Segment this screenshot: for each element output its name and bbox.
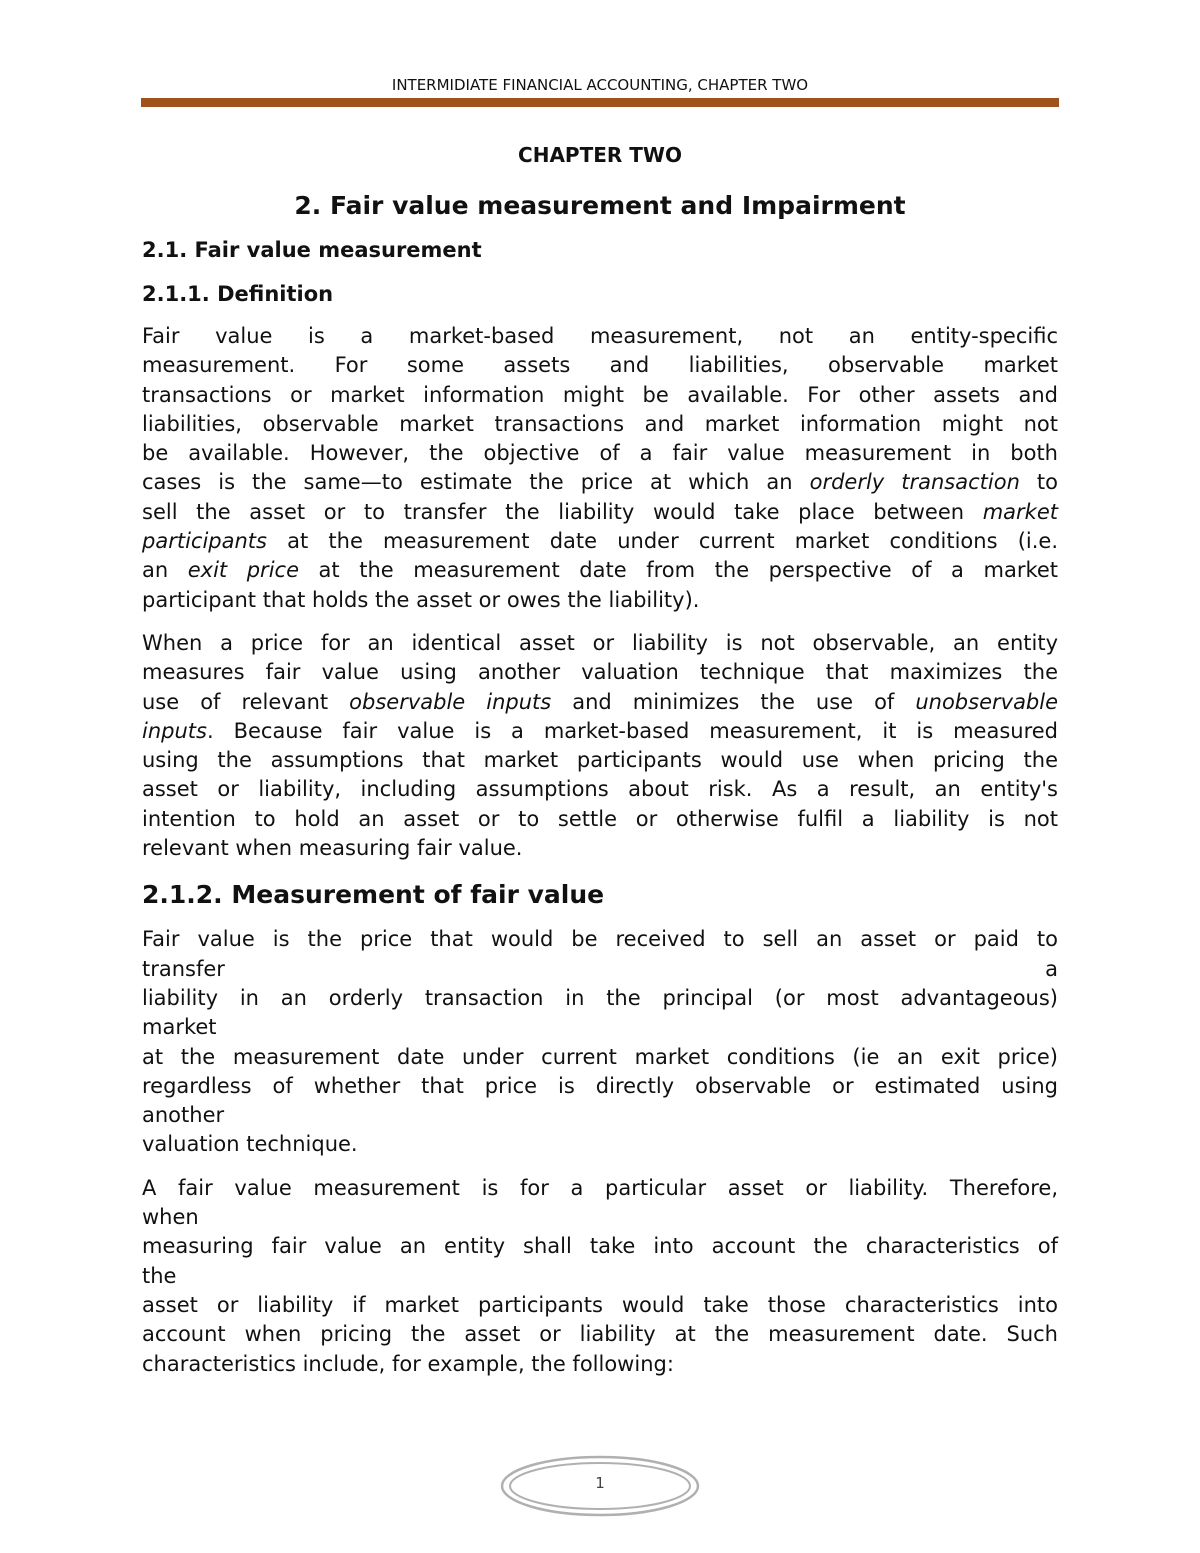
text-line: an exit price at the measurement date from the perspective of a market [142, 558, 1059, 583]
text-line: valuation technique. [142, 1132, 358, 1157]
text-line: cases is the same—to estimate the price at which an orderly transaction to [142, 470, 1058, 495]
text-line: Fair value is the price that would be received to sell an asset or paid to [142, 927, 1058, 952]
text-line: measurement. For some assets and liabilities, observable market [142, 353, 1058, 378]
text-line: liabilities, observable market transactions and market information might not [142, 411, 1058, 436]
paragraph-definition [142, 322, 1058, 615]
text-line: measuring fair value an entity shall take into account the characteristics of [142, 1234, 1058, 1259]
text-line: asset or liability, including assumptions about risk. As a result, an entity's [142, 777, 1058, 802]
text-line: liability in an orderly transaction in the principal (or most advantageous) [142, 985, 1058, 1010]
text-line: transactions or market information might be available. For other assets and [142, 382, 1058, 407]
term-unobservable: unobservable [915, 689, 1059, 714]
term-market: market [982, 499, 1058, 524]
text-line: use of relevant observable inputs and minimizes the use of unobservable [142, 689, 1059, 714]
text-line: participants at the measurement date under current market conditions (i.e. [142, 529, 1058, 554]
paragraph-characteristics [142, 1174, 1058, 1379]
text-line: asset or liability if market participants would take those characteristics into [142, 1292, 1058, 1317]
page-content [142, 140, 1058, 1393]
page-footer [499, 1454, 701, 1518]
header-rule [141, 98, 1059, 107]
text-line: at the measurement date under current market conditions (ie an exit price) [142, 1044, 1058, 1069]
text-line: participant that holds the asset or owes the liability). [142, 587, 700, 612]
text-line: sell the asset or to transfer the liability would take place between market [142, 499, 1058, 524]
paragraph-valuation-technique [142, 629, 1058, 863]
section-heading-2-1-2: 2.1.2. Measurement of fair value [142, 880, 605, 910]
text-line: when [142, 1205, 199, 1230]
text-line: the [142, 1263, 177, 1288]
section-heading-2-1: 2.1. Fair value measurement [142, 238, 482, 262]
running-header: INTERMIDIATE FINANCIAL ACCOUNTING, CHAPTER TWO [391, 76, 809, 94]
text-line: Fair value is a market-based measurement, not an entity-specific [142, 324, 1058, 348]
text-line: measures fair value using another valuation technique that maximizes the [142, 660, 1058, 685]
text-line: When a price for an identical asset or liability is not observable, an entity [142, 630, 1058, 655]
term-observable-inputs: observable inputs [349, 689, 552, 714]
text-line: A fair value measurement is for a particular asset or liability. Therefore, [142, 1175, 1058, 1200]
term-exit-price: exit price [187, 558, 299, 583]
paragraph-measurement [142, 925, 1058, 1159]
term-participants: participants [142, 529, 267, 554]
term-orderly-transaction: orderly transaction [809, 470, 1020, 495]
text-line: regardless of whether that price is directly observable or estimated using [142, 1073, 1058, 1098]
text-line: another [142, 1103, 225, 1128]
text-line: relevant when measuring fair value. [142, 836, 523, 861]
chapter-label: CHAPTER TWO [518, 143, 682, 167]
section-heading-2-1-1: 2.1.1. Definition [142, 282, 334, 306]
text-line: account when pricing the asset or liability at the measurement date. Such [142, 1322, 1058, 1347]
text-line: characteristics include, for example, the following: [142, 1351, 674, 1376]
text-line: inputs. Because fair value is a market-based measurement, it is measured [142, 718, 1058, 743]
text-line: intention to hold an asset or to settle or otherwise fulfil a liability is not [142, 806, 1058, 831]
text-line: transfer a [142, 956, 1058, 981]
term-inputs: inputs [142, 718, 207, 743]
chapter-title: 2. Fair value measurement and Impairment [294, 191, 906, 220]
text-line: using the assumptions that market participants would use when pricing the [142, 748, 1058, 773]
text-line: market [142, 1015, 217, 1040]
text-line: be available. However, the objective of a fair value measurement in both [142, 441, 1058, 466]
page-number: 1 [595, 1474, 605, 1492]
